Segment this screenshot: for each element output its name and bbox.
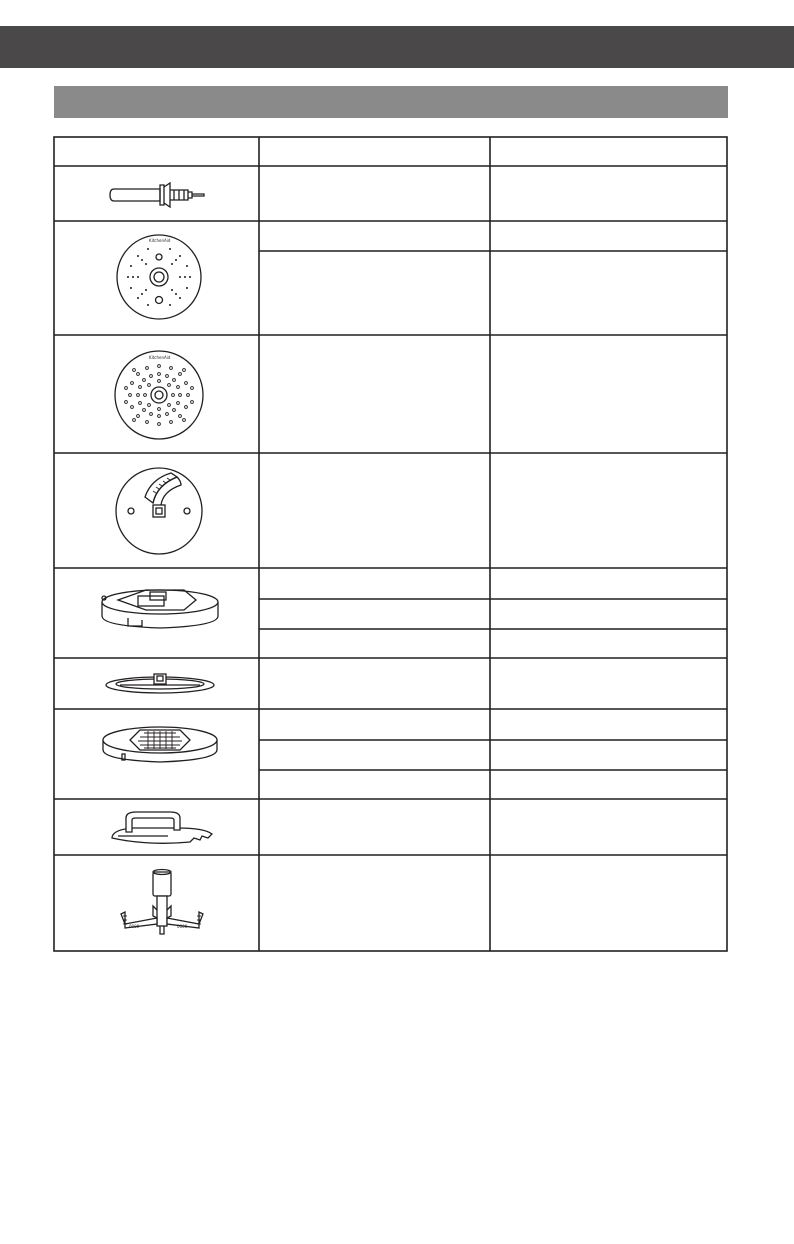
- dough-blade-icon: [117, 866, 209, 938]
- header-bar: [0, 26, 794, 68]
- slicing-shredding-disc-icon: [116, 234, 202, 320]
- svg-text:0000: 0000: [177, 924, 188, 929]
- dicing-kit-base-icon: [98, 582, 222, 634]
- dicing-grid-icon: [100, 720, 220, 770]
- cleaning-tool-icon: [108, 808, 216, 848]
- section-bar: [54, 86, 728, 118]
- svg-text:KitchenAid: KitchenAid: [149, 238, 171, 243]
- shaft-adapter-icon: [108, 180, 218, 210]
- svg-text:0000: 0000: [129, 924, 140, 929]
- julienne-disc-icon: [115, 467, 203, 555]
- grating-disc-icon: [114, 350, 204, 440]
- slicing-blade-icon: [104, 670, 216, 696]
- svg-text:KitchenAid: KitchenAid: [149, 355, 171, 360]
